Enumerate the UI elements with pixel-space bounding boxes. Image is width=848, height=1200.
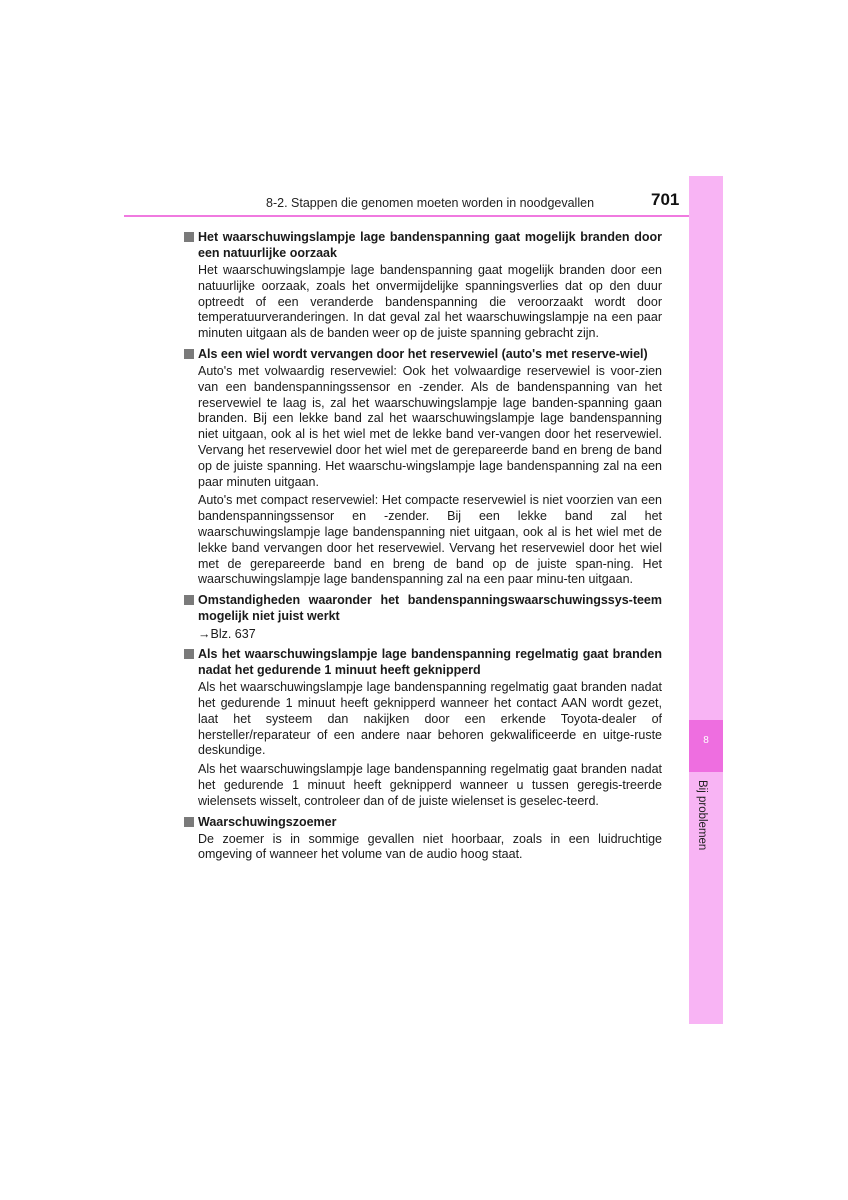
body-paragraph: Als het waarschuwingslampje lage bandenspanning regelmatig gaat branden nadat het gedurende 1 minuut heeft geknipperd wanneer u tussen geregis-treerde wielensets wisselt, controleer dan of de juiste wielenset is geselec-teerd. — [198, 762, 662, 808]
body-paragraph: Auto's met compact reservewiel: Het compacte reservewiel is niet voorzien van een bandenspanningssensor en -zender. Bij een lekke band zal het waarschuwingslampje lage bandenspanning niet uitgaan, ook al is het wiel met de lekke band vervangen door het reservewiel. Vervang het reservewiel door het wiel met de gerepareerde band en breng de band op de juiste span-ning. Het waarschuwingslampje lage bandenspanning zal na een paar minu-ten uitgaan. — [198, 493, 662, 587]
square-bullet-icon — [184, 349, 194, 359]
page-reference-link[interactable]: →Blz. 637 — [198, 627, 256, 642]
section-heading-text: Omstandigheden waaronder het bandenspanningswaarschuwingssys-teem mogelijk niet juist werkt — [198, 593, 662, 624]
chapter-number: 8 — [703, 735, 709, 746]
section-natural-cause — [184, 229, 662, 342]
section-heading — [184, 346, 662, 362]
body-paragraph: De zoemer is in sommige gevallen niet hoorbaar, zoals in een luidruchtige omgeving of wanneer het volume van de audio hoog staat. — [198, 831, 662, 862]
section-system-conditions — [184, 592, 662, 642]
section-heading — [184, 229, 662, 261]
section-heading — [184, 814, 662, 830]
square-bullet-icon — [184, 649, 194, 659]
section-header-title: 8-2. Stappen die genomen moeten worden in noodgevallen — [266, 196, 595, 210]
square-bullet-icon — [184, 817, 194, 827]
section-heading-text: Als het waarschuwingslampje lage bandenspanning regelmatig gaat branden nadat het gedurende 1 minuut heeft geknipperd — [198, 647, 662, 678]
square-bullet-icon — [184, 232, 194, 242]
section-heading — [184, 646, 662, 678]
section-regular-lighting — [184, 646, 662, 809]
section-spare-wheel — [184, 346, 662, 588]
chapter-label: Bij problemen — [696, 780, 708, 851]
body-paragraph: Als het waarschuwingslampje lage bandenspanning regelmatig gaat branden nadat het gedurende 1 minuut heeft geknipperd wanneer het contact AAN wordt gezet, laat het systeem dan nakijken door een erkende Toyota-dealer of hersteller/reparateur of een andere naar behoren gekwalificeerde en uitge-ruste deskundige. — [198, 680, 662, 758]
section-heading — [184, 592, 662, 624]
section-heading-text: Het waarschuwingslampje lage bandenspanning gaat mogelijk branden door een natuurlijke oorzaak — [198, 230, 662, 260]
section-heading-text: Als een wiel wordt vervangen door het reservewiel (auto's met reserve-wiel) — [198, 346, 648, 361]
square-bullet-icon — [184, 595, 194, 605]
page-number: 701 — [651, 190, 680, 209]
chapter-side-strip — [689, 176, 723, 1024]
chapter-tab — [689, 720, 723, 772]
header-divider — [124, 215, 723, 217]
page-content — [184, 225, 662, 866]
section-warning-buzzer — [184, 814, 662, 864]
section-heading-text: Waarschuwingszoemer — [198, 814, 337, 829]
body-paragraph: Het waarschuwingslampje lage bandenspanning gaat mogelijk branden door een natuurlijke oorzaak, zoals het onvermijdelijke spanningsverlies dat op den duur optreedt of een veranderde bandenspanning die veroorzaakt wordt door temperatuurveranderingen. In dat geval zal het waarschuwingslampje na een paar minuten uitgaan als de banden weer op de juiste spanning gebracht zijn. — [198, 263, 662, 341]
body-paragraph: Auto's met volwaardig reservewiel: Ook het volwaardige reservewiel is voor-zien van een bandenspanningssensor en -zender. Als de bandenspanning van het reservewiel te laag is, zal het waarschuwingslampje lage banden-spanning gaan branden. Bij een lekke band zal het waarschuwingslampje lage bandenspanning niet uitgaan, ook al is het wiel met de lekke band ver-vangen door het reservewiel. Vervang het reservewiel door het wiel met de gerepareerde band en breng de band op de juiste spanning. Het waarschu-wingslampje lage bandenspanning zal na een paar minuten uitgaan. — [198, 363, 662, 489]
